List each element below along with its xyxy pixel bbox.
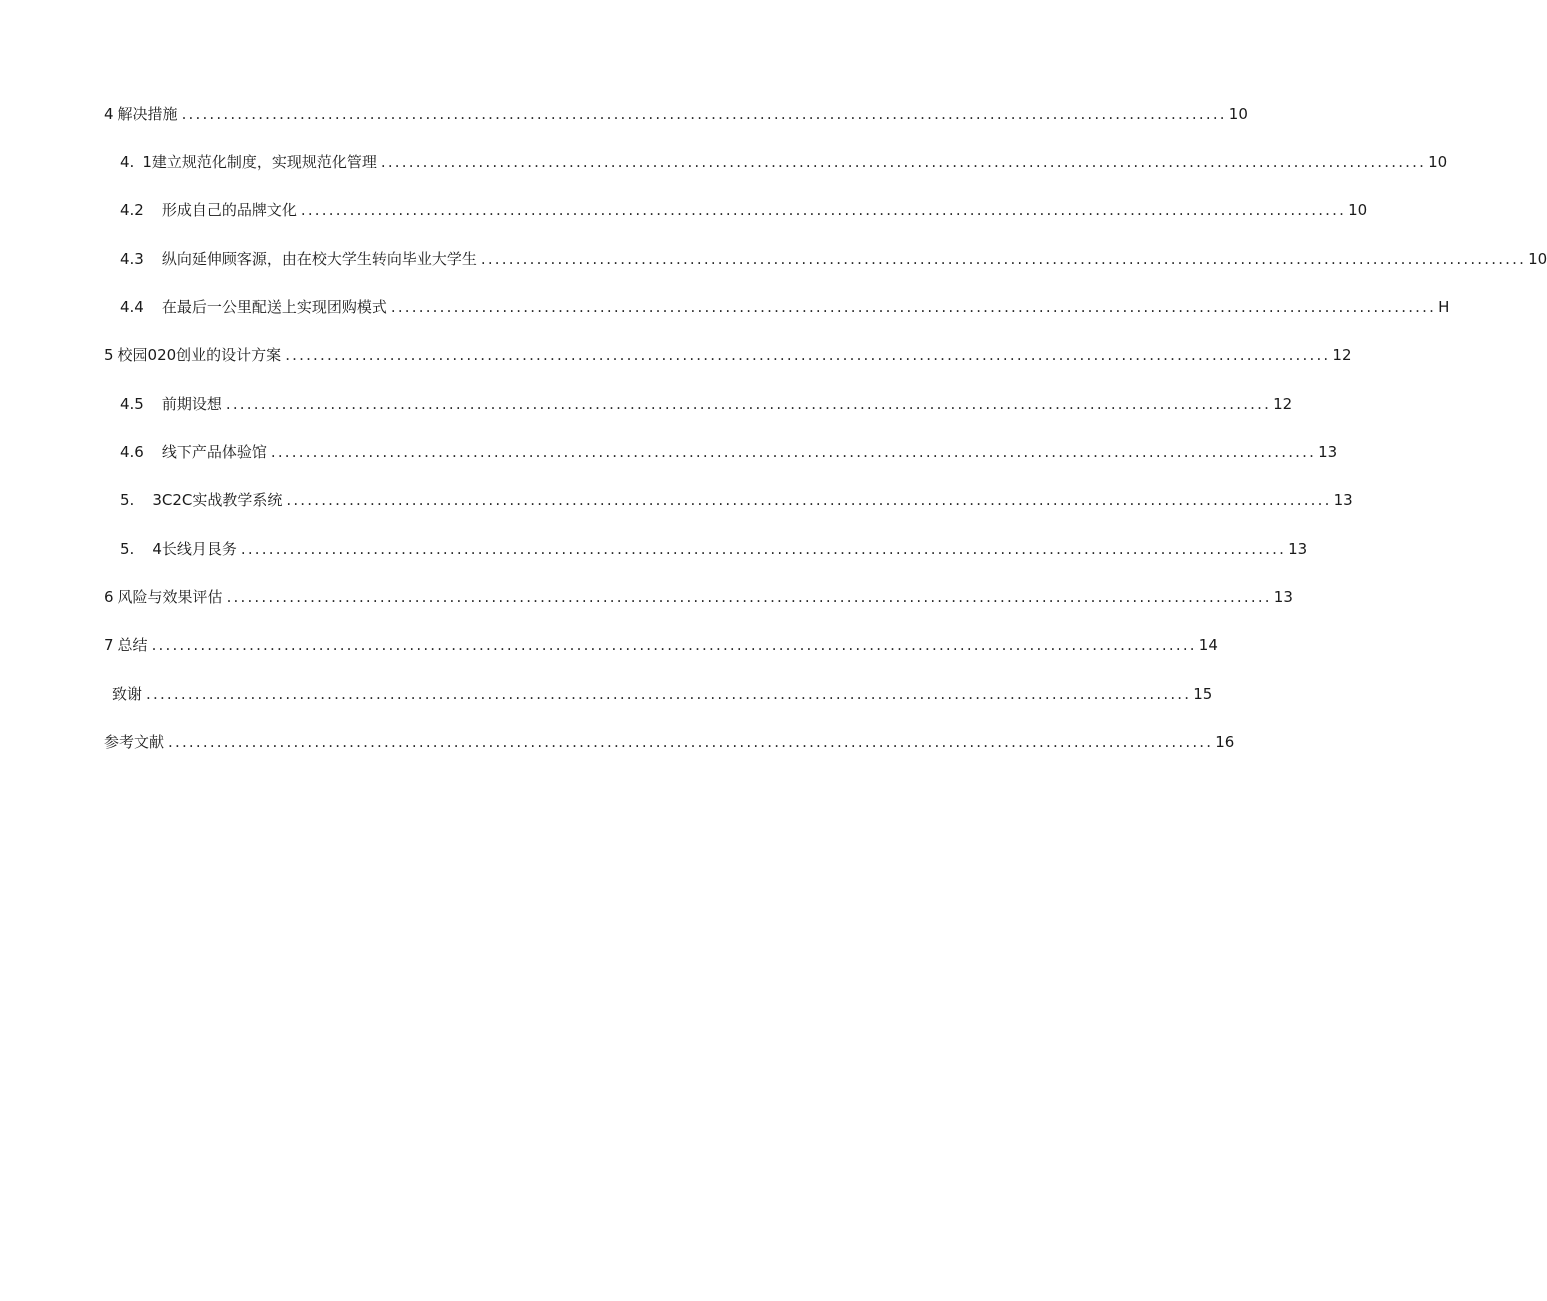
toc-page-number: H [1438, 298, 1450, 316]
toc-entry-number: 5. [120, 491, 135, 509]
toc-page-number: 13 [1333, 491, 1353, 509]
toc-entry-label: 致谢 [112, 685, 143, 703]
toc-entry-number: 4.6 [120, 443, 144, 461]
toc-entry-6[interactable] [104, 586, 1293, 608]
toc-entry-4-4[interactable] [120, 296, 1450, 318]
toc-entry-acknowledgements[interactable] [112, 683, 1213, 705]
toc-entry-label: 4长线月艮务 [152, 540, 237, 558]
toc-dot-leader: ...................................................................................................................................................... [390, 298, 1437, 316]
toc-entry-5-3[interactable] [120, 489, 1353, 511]
toc-entry-label: 线下产品体验馆 [161, 443, 267, 461]
toc-entry-5-4[interactable] [120, 538, 1308, 560]
toc-dot-leader: ...................................................................................................................................................... [168, 733, 1214, 751]
toc-entry-number: 4. [120, 153, 135, 171]
toc-dot-leader: ...................................................................................................................................................... [285, 346, 1331, 364]
toc-entry-number: 5 [104, 346, 114, 364]
toc-page-number: 13 [1273, 588, 1293, 606]
toc-entry-label: 解决措施 [117, 105, 178, 123]
toc-entry-label: 3C2C实战教学系统 [152, 491, 283, 509]
toc-entry-5[interactable] [104, 344, 1352, 366]
toc-dot-leader: ...................................................................................................................................................... [226, 588, 1272, 606]
toc-entry-number: 5. [120, 540, 135, 558]
toc-dot-leader: ...................................................................................................................................................... [270, 443, 1317, 461]
toc-page-number: 10 [1228, 105, 1248, 123]
toc-entry-4-2[interactable] [120, 199, 1368, 221]
toc-dot-leader: ...................................................................................................................................................... [240, 540, 1287, 558]
toc-entry-label: 风险与效果评估 [117, 588, 223, 606]
toc-entry-label: 校园020创业的设计方案 [117, 346, 282, 364]
toc-entry-label: 前期设想 [161, 395, 222, 413]
toc-entry-7[interactable] [104, 634, 1218, 656]
toc-page-number: 14 [1198, 636, 1218, 654]
toc-page-number: 10 [1428, 153, 1448, 171]
toc-entry-label: 1建立规范化制度，实现规范化管理 [142, 153, 377, 171]
toc-entry-4-1[interactable] [120, 151, 1448, 173]
toc-page-number: 13 [1318, 443, 1338, 461]
toc-dot-leader: ...................................................................................................................................................... [146, 685, 1192, 703]
toc-entry-4[interactable] [104, 103, 1248, 125]
toc-page-number: 10 [1348, 201, 1368, 219]
toc-dot-leader: ...................................................................................................................................................... [300, 201, 1347, 219]
toc-dot-leader: ...................................................................................................................................................... [380, 153, 1427, 171]
toc-dot-leader: ...................................................................................................................................................... [181, 105, 1227, 123]
toc-dot-leader: ...................................................................................................................................................... [286, 491, 1332, 509]
toc-entry-label: 总结 [117, 636, 148, 654]
toc-page-number: 16 [1215, 733, 1235, 751]
toc-page-number: 10 [1528, 250, 1547, 268]
toc-dot-leader: ...................................................................................................................................................... [225, 395, 1272, 413]
toc-entry-number: 4 [104, 105, 114, 123]
toc-entry-number: 4.4 [120, 298, 144, 316]
toc-dot-leader: ...................................................................................................................................................... [151, 636, 1197, 654]
toc-entry-label: 纵向延伸顾客源，由在校大学生转向毕业大学生 [161, 250, 477, 268]
toc-entry-label: 在最后一公里配送上实现团购模式 [161, 298, 387, 316]
toc-entry-number: 4.2 [120, 201, 144, 219]
toc-dot-leader: ...................................................................................................................................................... [480, 250, 1527, 268]
toc-page-number: 15 [1193, 685, 1213, 703]
toc-entry-label: 参考文献 [104, 733, 165, 751]
toc-entry-4-6[interactable] [120, 441, 1338, 463]
toc-entry-number: 4.5 [120, 395, 144, 413]
toc-entry-4-3[interactable] [120, 248, 1547, 270]
toc-entry-number: 4.3 [120, 250, 144, 268]
toc-page-number: 12 [1273, 395, 1293, 413]
toc-entry-label: 形成自己的品牌文化 [161, 201, 297, 219]
toc-page-number: 13 [1288, 540, 1308, 558]
toc-entry-number: 6 [104, 588, 114, 606]
toc-page-number: 12 [1332, 346, 1352, 364]
toc-entry-number: 7 [104, 636, 114, 654]
toc-entry-references[interactable] [104, 731, 1235, 753]
toc-entry-4-5[interactable] [120, 393, 1293, 415]
